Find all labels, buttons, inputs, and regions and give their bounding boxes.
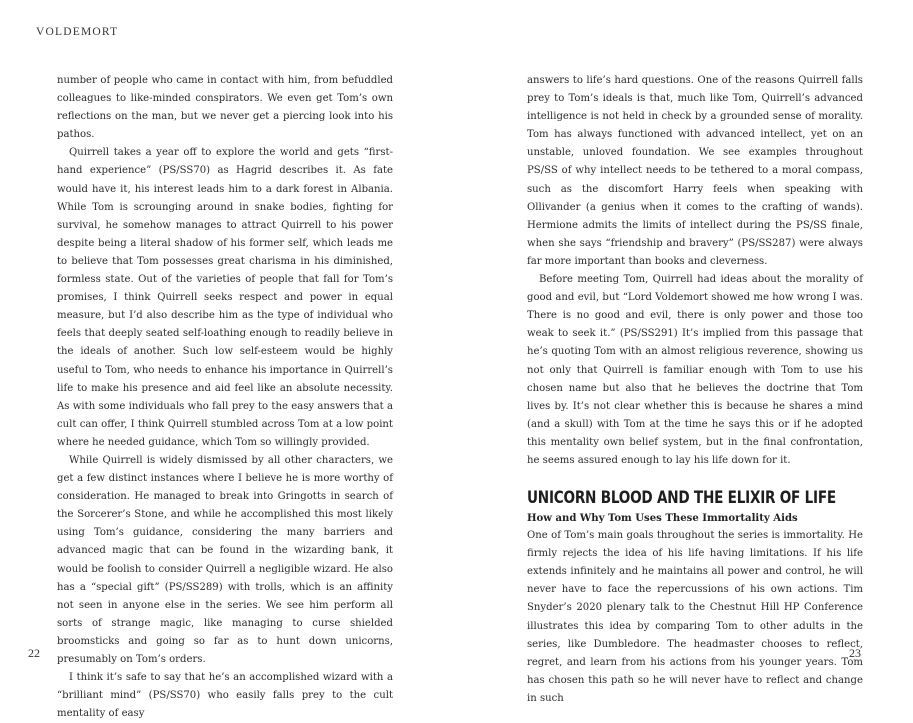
paragraph: answers to life’s hard questions. One of the reasons Quirrell falls prey to Tom’s ideals is that, much like Tom, Quirrell’s advanced intelligence is not held in check by a grounded sense of morality. Tom has always functioned with advanced intellect, yet on an unstable, unloved foundation. We see examples throughout PS/SS of why intellect needs to be tethered to a moral compass, such as the discomfort Harry feels when speaking with Ollivander (a genius when it comes to the crafting of wands). Hermione admits the limits of intellect during the PS/SS finale, when she says “friendship and bravery” (PS/SS287) were always far more important than books and cleverness. xyxy=(527,75,863,267)
right-page xyxy=(527,72,863,708)
section-subheading: How and Why Tom Uses These Immortality Aids xyxy=(527,513,798,525)
section-heading: UNICORN BLOOD AND THE ELIXIR OF LIFE xyxy=(527,488,836,509)
paragraph: number of people who came in contact with him, from befuddled colleagues to like-minded conspirators. We even get Tom’s own reflections on the man, but we never get a piercing look into his pathos. xyxy=(57,75,393,141)
paragraph: One of Tom’s main goals throughout the series is immortality. He firmly rejects the idea of his life having limitations. If his life extends infinitely and he maintains all power and control, he will never have to face the repercussions of his own actions. Tim Snyder’s 2020 plenary talk to the Chestnut Hill HP Conference illustrates this idea by comparing Tom to other adults in the series, like Dumbledore. The headmaster chooses to reflect, regret, and learn from his actions from his younger years. Tom has chosen this path so he will never have to reflect and change in such xyxy=(527,530,863,704)
paragraph: Before meeting Tom, Quirrell had ideas about the morality of good and evil, but “Lord Voldemort showed me how wrong I was. There is no good and evil, there is only power and those too weak to seek it.” (PS/SS291) It’s implied from this passage that he’s quoting Tom with an almost religious reverence, showing us not only that Quirrell is familiar enough with Tom to use his chosen name but also that he believes the doctrine that Tom lives by. It’s not clear whether this is because he shares a mind (and a skull) with Tom at the time he says this or if he adopted this mentality own belief system, but in the final confrontation, he seems assured enough to lay his life down for it. xyxy=(527,274,863,466)
paragraph: While Quirrell is widely dismissed by all other characters, we get a few distinct instances where I believe he is more worthy of consideration. He managed to break into Gringotts in search of the Sorcerer’s Stone, and while he accomplished this most likely using Tom’s guidance, considering the many barriers and advanced magic that can be found in the wizarding bank, it would be foolish to consider Quirrell a negligible wizard. He also has a “special gift” (PS/SS289) with trolls, which is an affinity not seen in anyone else in the series. We see him perform all sorts of strange magic, like managing to curse shielded broomsticks and going so far as to hunt down unicorns, presumably on Tom’s orders. xyxy=(57,454,393,665)
paragraph: Quirrell takes a year off to explore the world and gets “first-hand experience” (PS/SS70) as Hagrid describes it. As fate would have it, his interest leads him to a dark forest in Albania. While Tom is scrounging around in snake bodies, fighting for survival, he somehow manages to attract Quirrell to his power despite being a literal shadow of his former self, which leads me to believe that Tom possesses great charisma in his diminished, formless state. Out of the varieties of people that fall for Tom’s promises, I think Quirrell seeks respect and power in equal measure, but I’d also describe him as the type of individual who feels that deeply seated self-loathing enough to readily believe in the ideals of another. Such low self-esteem would be highly useful to Tom, who needs to enhance his importance in Quirrell’s life to make his presence and aid feel like an absolute necessity. As with some individuals who fall prey to the easy answers that a cult can offer, I think Quirrell stumbled across Tom at a low point where he needed guidance, which Tom so willingly provided. xyxy=(57,147,393,448)
page-number-left: 22 xyxy=(28,646,40,660)
left-page xyxy=(57,72,393,723)
running-head: VOLDEMORT xyxy=(36,26,119,38)
page-number-right: 23 xyxy=(849,646,861,660)
paragraph: I think it’s safe to say that he’s an accomplished wizard with a “brilliant mind” (PS/SS70) who easily falls prey to the cult mentality of easy xyxy=(57,672,393,720)
